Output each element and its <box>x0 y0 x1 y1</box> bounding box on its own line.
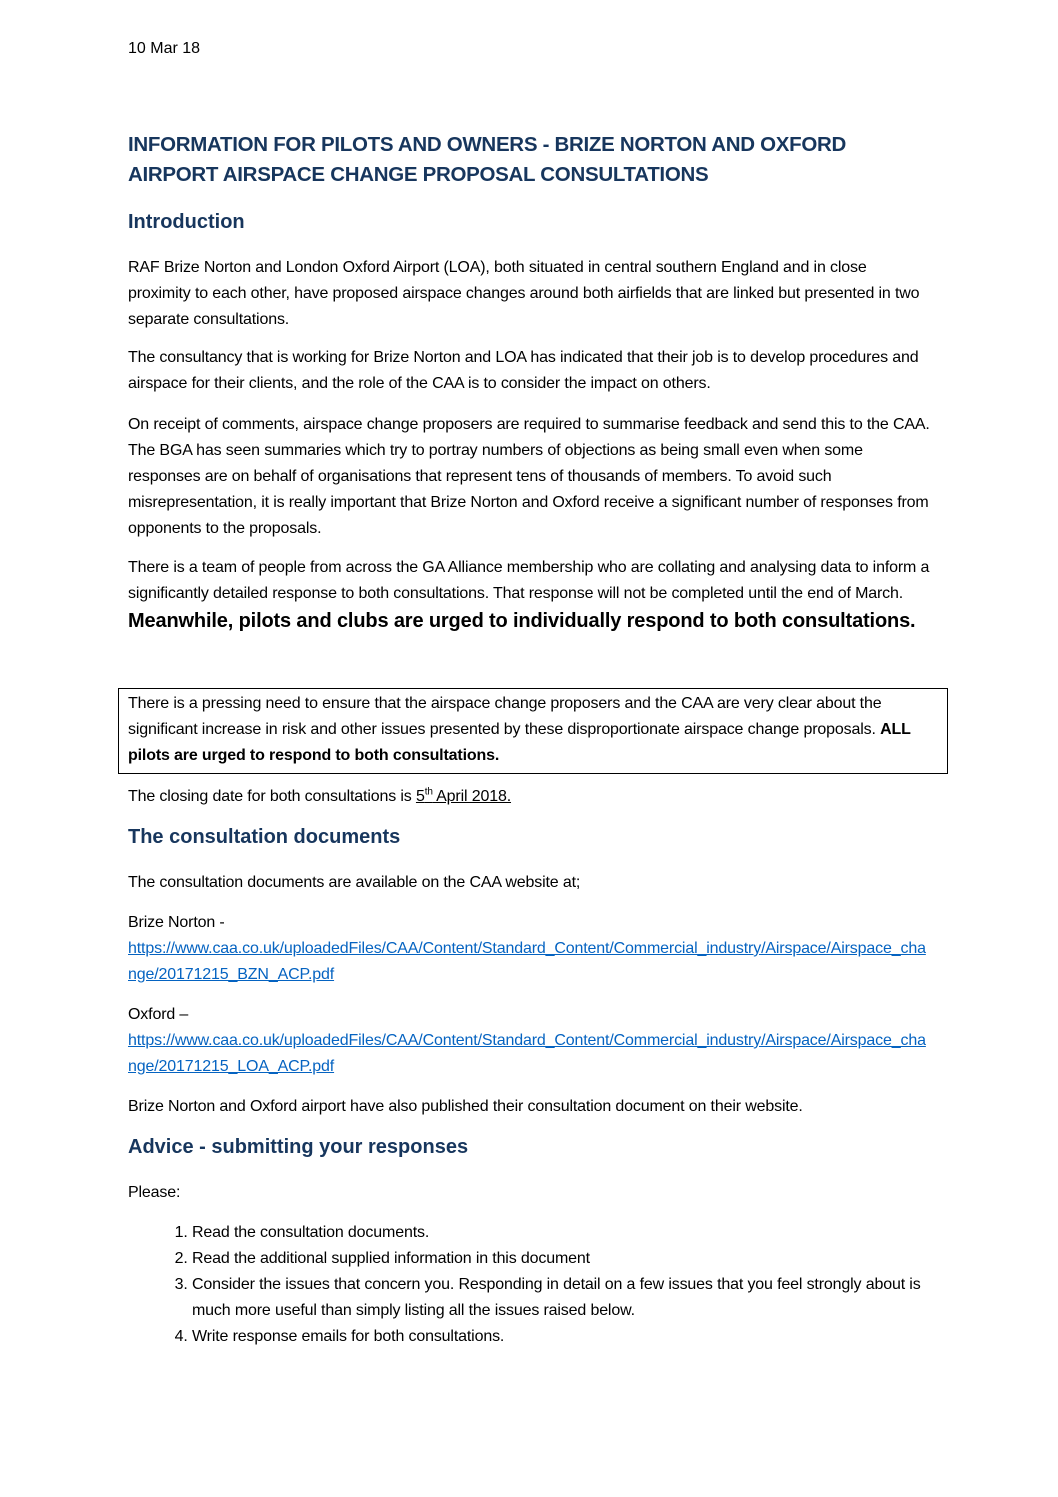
closing-month-year: April 2018. <box>432 788 512 805</box>
advice-steps-list <box>128 1220 932 1350</box>
intro-paragraph-4 <box>128 555 933 636</box>
callout-box <box>118 688 948 774</box>
advice-please: Please: <box>128 1184 181 1201</box>
oxford-link[interactable]: https://www.caa.co.uk/uploadedFiles/CAA/Content/Standard_Content/Commercial_industry/Airspace/Airspace_change/20171215_LOA_ACP.pdf <box>128 1032 926 1075</box>
closing-day: 5 <box>415 788 425 805</box>
urge-emphasis: Meanwhile, pilots and clubs are urged to individually respond to both consultations. <box>128 610 916 632</box>
advice-heading: Advice - submitting your responses <box>128 1136 469 1158</box>
brize-norton-link[interactable]: https://www.caa.co.uk/uploadedFiles/CAA/Content/Standard_Content/Commercial_industry/Airspace/Airspace_change/20171215_BZN_ACP.pdf <box>128 940 926 983</box>
consultation-documents-heading: The consultation documents <box>128 826 401 848</box>
callout-emphasis: ALL pilots are urged to respond to both consultations. <box>128 721 911 764</box>
oxford-label: Oxford – <box>128 1006 189 1023</box>
paragraph-4-text: There is a team of people from across the GA Alliance membership who are collating and analysing data to inform a significantly detailed response to both consultations. That response will not be completed until the end of March. <box>128 559 930 602</box>
intro-paragraph-3: On receipt of comments, airspace change proposers are required to summarise feedback and send this to the CAA. The BGA has seen summaries which try to portray numbers of objections as being small even when some responses are on behalf of organisations that represent tens of thousands of members. To avoid such misrepresentation, it is really important that Brize Norton and Oxford receive a significant number of responses from opponents to the proposals. <box>128 416 930 537</box>
document-title: INFORMATION FOR PILOTS AND OWNERS - BRIZE NORTON AND OXFORD AIRPORT AIRSPACE CHANGE PROPOSAL CONSULTATIONS <box>128 133 846 186</box>
document-date: 10 Mar 18 <box>128 40 201 57</box>
list-item: 3. Consider the issues that concern you. Responding in detail on a few issues that you feel strongly about is much more useful than simply listing all the issues raised below. <box>192 1272 932 1324</box>
brize-norton-label: Brize Norton - <box>128 914 225 931</box>
closing-prefix: The closing date for both consultations is <box>128 788 416 805</box>
list-item: 1. Read the consultation documents. <box>192 1220 932 1246</box>
closing-date-value <box>416 788 511 805</box>
documents-intro: The consultation documents are available on the CAA website at; <box>128 874 581 891</box>
introduction-heading: Introduction <box>128 211 245 233</box>
list-item: 4. Write response emails for both consultations. <box>192 1324 932 1350</box>
closing-date <box>128 784 933 810</box>
list-item: 2. Read the additional supplied information in this document <box>192 1246 932 1272</box>
documents-also-published: Brize Norton and Oxford airport have also published their consultation document on their website. <box>128 1098 803 1115</box>
callout-text: There is a pressing need to ensure that the airspace change proposers and the CAA are very clear about the significant increase in risk and other issues presented by these disproportionate airspace change proposals. <box>128 695 882 738</box>
intro-paragraph-1: RAF Brize Norton and London Oxford Airport (LOA), both situated in central southern England and in close proximity to each other, have proposed airspace changes around both airfields that are linked but presented in two separate consultations. <box>128 259 920 328</box>
intro-paragraph-2: The consultancy that is working for Brize Norton and LOA has indicated that their job is to develop procedures and airspace for their clients, and the role of the CAA is to consider the impact on others. <box>128 349 919 392</box>
oxford-entry <box>128 1002 933 1080</box>
brize-norton-entry <box>128 910 933 988</box>
closing-day-suffix: th <box>424 786 433 798</box>
